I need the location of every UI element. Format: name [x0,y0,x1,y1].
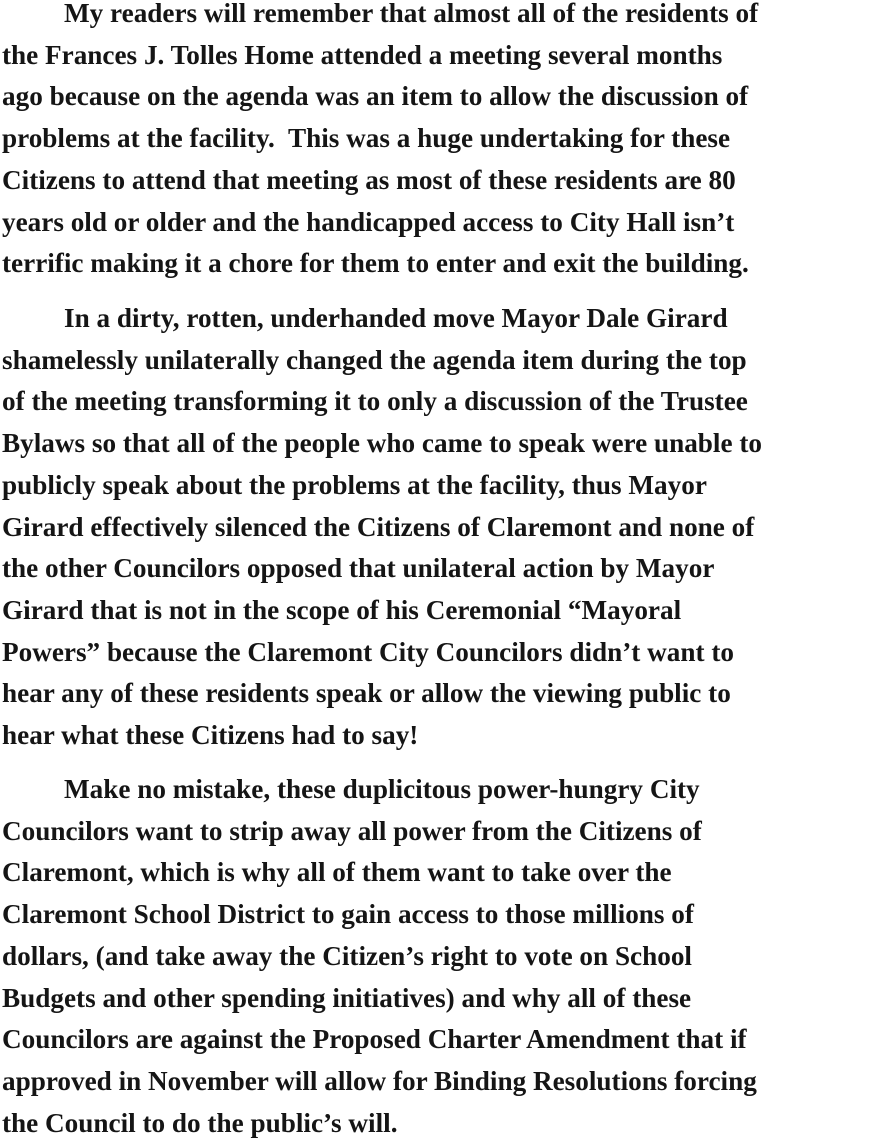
text-line: hear what these Citizens had to say! [2,720,419,751]
text-line: Girard effectively silenced the Citizens of Claremont and none of [2,511,755,542]
text-line: approved in November will allow for Binding Resolutions forcing [2,1065,757,1096]
text-line: Claremont School District to gain access to those millions of [2,899,694,930]
text-line: Bylaws so that all of the people who came to speak were unable to [2,428,762,459]
text-line: Girard that is not in the scope of his Ceremonial “Mayoral [2,594,682,625]
text-line: years old or older and the handicapped access to City Hall isn’t [2,206,735,237]
text-line: Budgets and other spending initiatives) and why all of these [2,982,692,1013]
text-line: the other Councilors opposed that unilateral action by Mayor [2,553,715,584]
text-line: Councilors want to strip away all power from the Citizens of [2,815,702,846]
text-line: Citizens to attend that meeting as most of these residents are 80 [2,164,736,195]
text-line: Claremont, which is why all of them want to take over the [2,857,672,888]
text-line: Councilors are against the Proposed Charter Amendment that if [2,1024,747,1055]
paragraph-3 [2,769,880,1144]
paragraph-2 [2,298,880,757]
text-line: Powers” because the Claremont City Councilors didn’t want to [2,636,735,667]
text-line: problems at the facility. This was a huge undertaking for these [2,123,731,154]
text-line: shamelessly unilaterally changed the agenda item during the top [2,344,747,375]
text-line: the Frances J. Tolles Home attended a meeting several months [2,39,723,70]
text-line: the Council to do the public’s will. [2,1107,398,1138]
text-line: of the meeting transforming it to only a discussion of the Trustee [2,386,748,417]
text-line: My readers will remember that almost all of the residents of [64,0,759,28]
text-line: hear any of these residents speak or allow the viewing public to [2,678,731,709]
paragraph-1 [2,0,880,285]
text-line: dollars, (and take away the Citizen’s right to vote on School [2,940,692,971]
text-line: ago because on the agenda was an item to allow the discussion of [2,81,749,112]
text-line: In a dirty, rotten, underhanded move Mayor Dale Girard [64,303,728,333]
text-line: Make no mistake, these duplicitous power-hungry City [64,774,700,804]
text-line: publicly speak about the problems at the facility, thus Mayor [2,469,707,500]
text-line: terrific making it a chore for them to enter and exit the building. [2,248,749,279]
